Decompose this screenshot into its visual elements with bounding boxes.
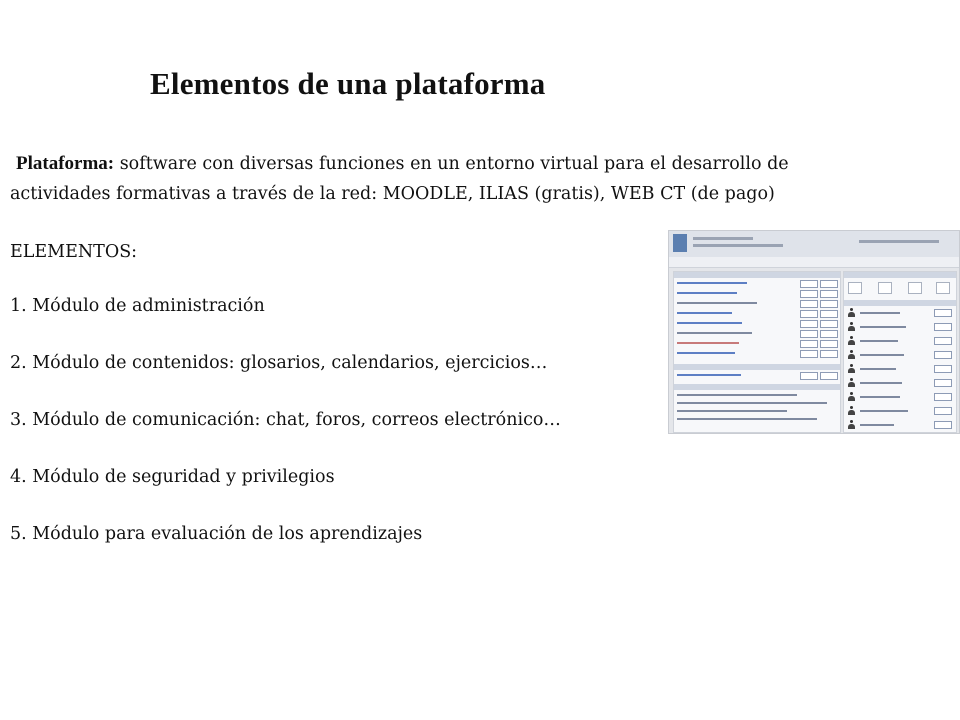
slide-title: Elementos de una plataforma [150,66,546,101]
list-item-5: 5. Módulo para evaluación de los aprendizajes [10,524,423,544]
elements-heading: ELEMENTOS: [10,242,138,262]
intro-paragraph [10,149,940,209]
intro-term: Plataforma: [16,153,115,174]
thumb-header [669,231,959,258]
list-item-2: 2. Módulo de contenidos: glosarios, calendarios, ejercicios… [10,353,548,373]
list-item-4: 4. Módulo de seguridad y privilegios [10,467,335,487]
intro-text-1: software con diversas funciones en un entorno virtual para el desarrollo de [114,154,789,174]
platform-screenshot-image [668,230,960,434]
list-item-1: 1. Módulo de administración [10,296,265,316]
logo-icon [673,234,687,252]
intro-line-2: actividades formativas a través de la red: MOODLE, ILIAS (gratis), WEB CT (de pago) [10,184,775,204]
list-item-3: 3. Módulo de comunicación: chat, foros, correos electrónico… [10,410,561,430]
thumb-nav [669,257,959,268]
intro-line-1 [10,149,940,179]
thumb-right-pane [843,271,957,433]
thumb-left-pane [673,271,841,433]
